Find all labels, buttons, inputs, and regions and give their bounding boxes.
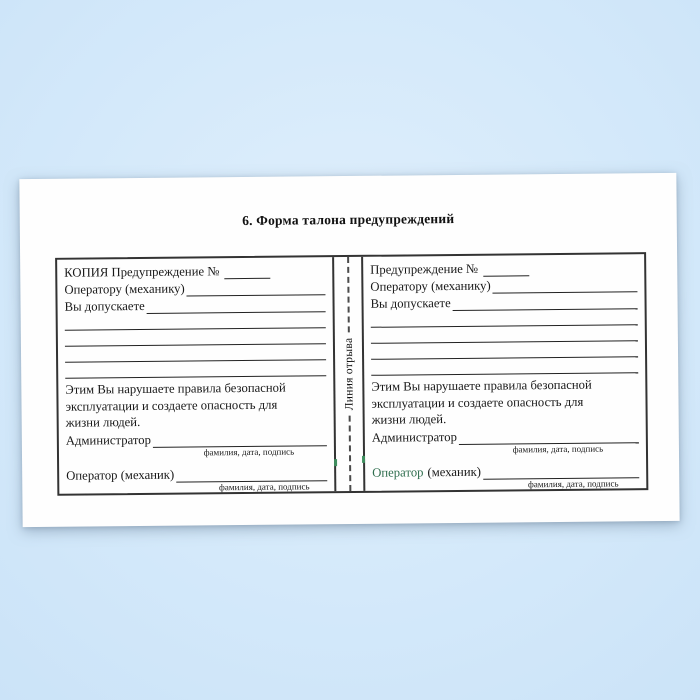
tear-off-divider	[332, 257, 365, 491]
operator-to-label: Оператору (механику)	[64, 281, 185, 297]
administrator-row	[372, 426, 639, 446]
signature-caption: фамилия, дата, подпись	[512, 443, 604, 454]
operator-word-green: Оператор	[372, 464, 424, 480]
warning-number-label: Предупреждение №	[370, 261, 479, 277]
operator-to-row	[370, 275, 637, 295]
operator-signature-row	[66, 464, 327, 484]
warning-text-line: эксплуатации и создаете опасность для	[65, 397, 278, 414]
signature-caption: фамилия, дата, подпись	[203, 446, 295, 457]
form-sheet	[19, 173, 679, 527]
warning-text-line: жизни людей.	[65, 415, 141, 430]
you-allow-label: Вы допускаете	[64, 298, 145, 314]
operator-to-label: Оператору (механику)	[370, 278, 491, 294]
warning-text-line: жизни людей.	[371, 412, 447, 427]
you-allow-label: Вы допускаете	[370, 296, 451, 311]
copy-warning-number-label: КОПИЯ Предупреждение №	[64, 264, 220, 280]
warning-text-line: Этим Вы нарушаете правила безопасной	[65, 380, 286, 397]
tear-line-label: Линия отрыва	[342, 334, 355, 415]
you-allow-row	[64, 295, 325, 315]
warning-text-line: Этим Вы нарушаете правила безопасной	[371, 377, 592, 394]
you-allow-row	[370, 292, 637, 312]
form-title: 6. Форма талона предупреждений	[242, 210, 455, 229]
operator-to-row	[64, 278, 325, 298]
green-mark	[362, 456, 365, 463]
administrator-label: Администратор	[65, 432, 151, 448]
warning-text-line: эксплуатации и создаете опасность для	[371, 394, 584, 411]
signature-caption: фамилия, дата, подпись	[527, 477, 619, 489]
main-ticket-cell	[363, 254, 646, 491]
blank-line	[371, 357, 638, 376]
operator-mechanic-label: Оператор (механик)	[66, 467, 175, 483]
administrator-row	[66, 429, 327, 449]
warning-ticket-table	[55, 252, 648, 496]
signature-caption: фамилия, дата, подпись	[218, 480, 310, 492]
mechanic-word: (механик)	[427, 464, 482, 479]
green-mark	[334, 459, 337, 466]
blank-line	[65, 360, 326, 379]
copy-ticket-cell	[57, 257, 334, 494]
administrator-label: Администратор	[371, 429, 457, 445]
operator-signature-row	[372, 461, 639, 481]
